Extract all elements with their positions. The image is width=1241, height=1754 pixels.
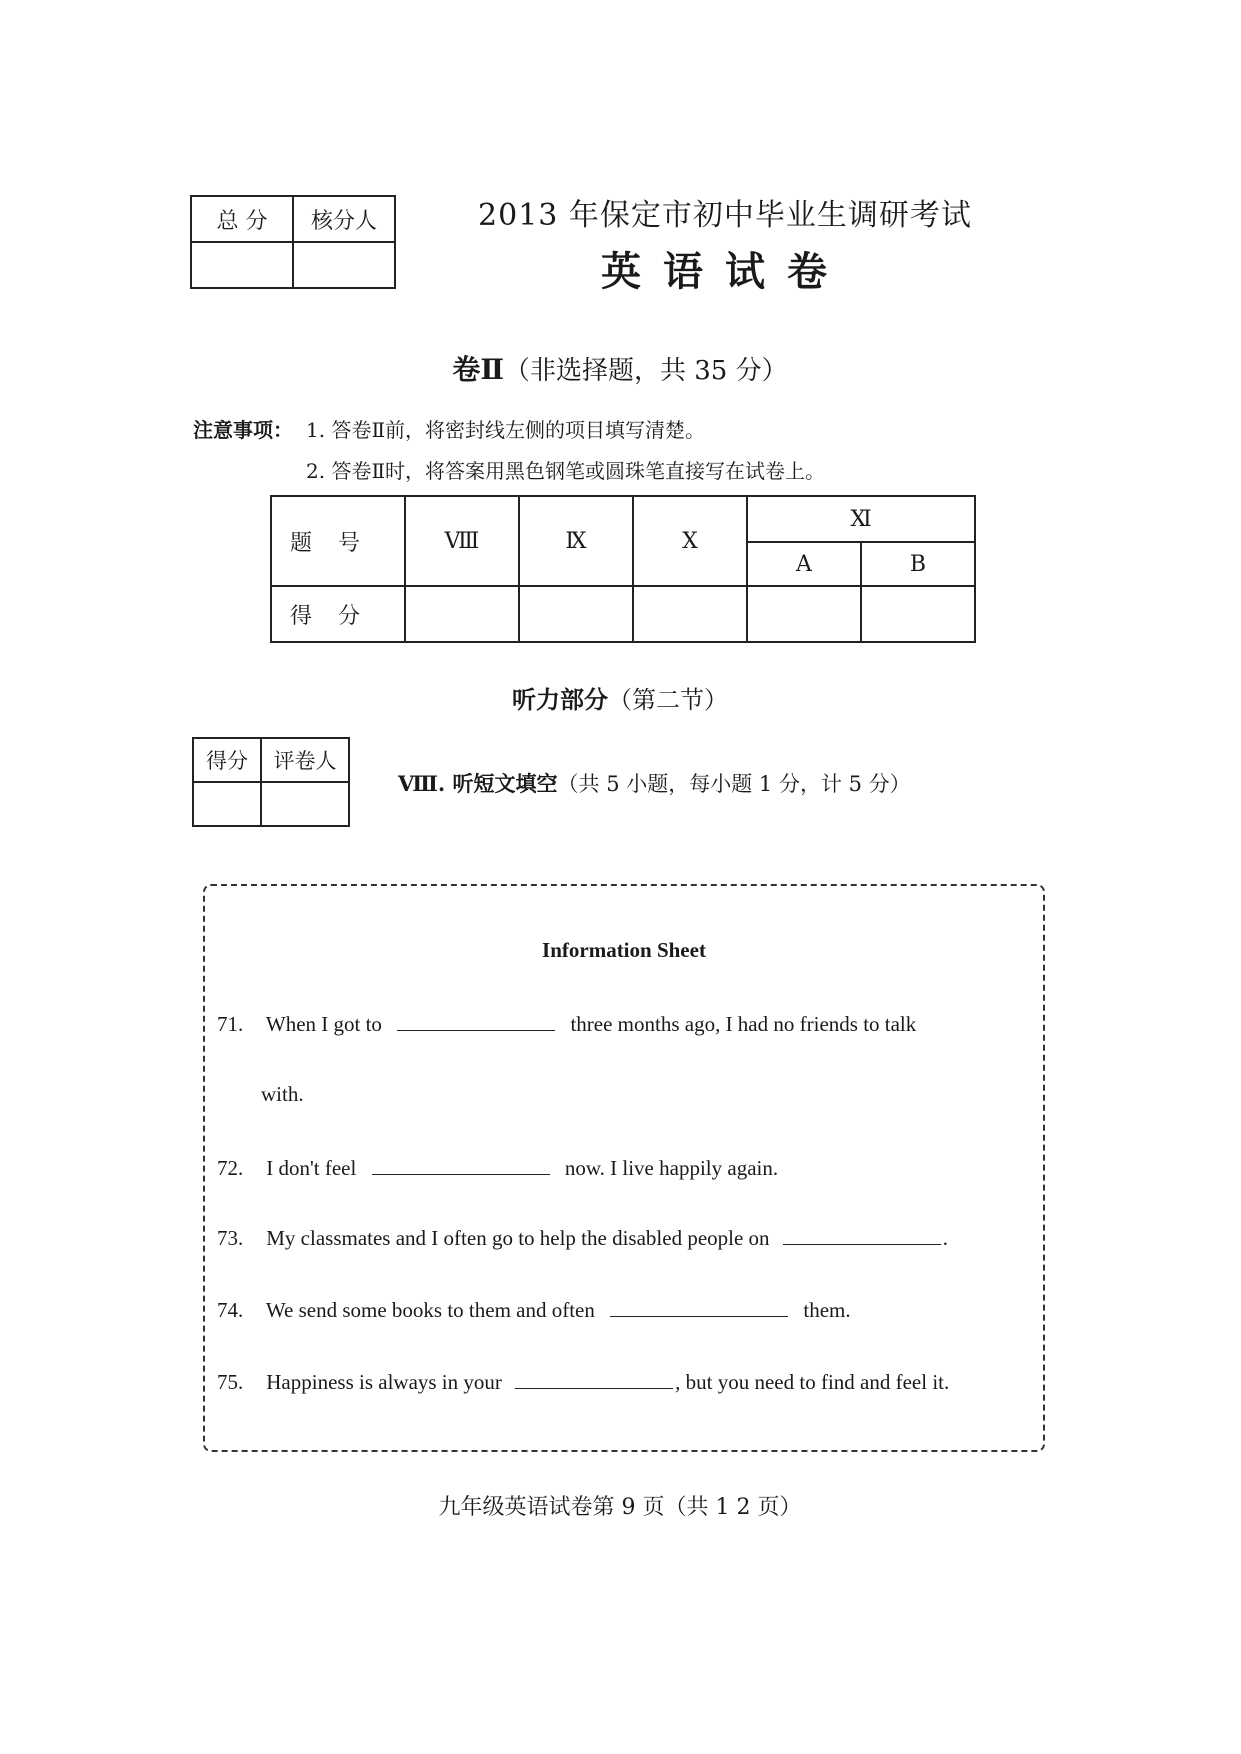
- exam-title: 2013 年保定市初中毕业生调研考试: [478, 198, 972, 233]
- answer-blank[interactable]: [515, 1370, 673, 1389]
- score-cell[interactable]: [861, 586, 975, 642]
- question-number: 73.: [217, 1226, 244, 1250]
- checker-cell[interactable]: [293, 242, 395, 288]
- question-71: [217, 1012, 916, 1037]
- column-header: Ⅷ: [405, 496, 519, 586]
- grader-box: [192, 737, 350, 827]
- sub-column-header: B: [861, 542, 975, 586]
- grader-name-cell[interactable]: [261, 782, 349, 826]
- score-cell[interactable]: [747, 586, 861, 642]
- part-desc: （非选择题，共 35 分）: [503, 356, 788, 386]
- question-text: We send some books to them and often: [265, 1298, 595, 1322]
- answer-blank[interactable]: [783, 1226, 941, 1245]
- information-sheet-title: Information Sheet: [542, 938, 706, 962]
- question-71-continued: with.: [261, 1082, 304, 1106]
- information-sheet: [203, 884, 1045, 1452]
- column-header: Ⅸ: [519, 496, 633, 586]
- score-row-label: 得分: [271, 586, 405, 642]
- note-item: 2. 答卷Ⅱ时，将答案用黑色钢笔或圆珠笔直接写在试卷上。: [306, 459, 826, 483]
- question-number: 75.: [217, 1370, 244, 1394]
- section-title-main: Ⅷ. 听短文填空: [398, 771, 558, 796]
- grader-label: 评卷人: [261, 738, 349, 782]
- listening-title-sub: （第二节）: [608, 686, 728, 714]
- section-title: [398, 768, 911, 798]
- question-text: Happiness is always in your: [266, 1370, 502, 1394]
- grader-score-cell[interactable]: [193, 782, 261, 826]
- answer-blank[interactable]: [397, 1012, 555, 1031]
- question-text: now. I live happily again.: [564, 1156, 779, 1180]
- total-score-label: 总 分: [191, 196, 293, 242]
- question-number-label: 题号: [271, 496, 405, 586]
- listening-title: [400, 680, 840, 715]
- total-score-cell[interactable]: [191, 242, 293, 288]
- part-name: 卷Ⅱ: [452, 353, 504, 386]
- question-72: [217, 1156, 778, 1181]
- question-73: [217, 1226, 948, 1251]
- sub-column-header: A: [747, 542, 861, 586]
- question-number: 72.: [217, 1156, 244, 1180]
- grader-score-label: 得分: [193, 738, 261, 782]
- question-text: .: [942, 1226, 949, 1250]
- checker-label: 核分人: [293, 196, 395, 242]
- listening-title-main: 听力部分: [512, 685, 608, 714]
- score-cell[interactable]: [519, 586, 633, 642]
- answer-blank[interactable]: [372, 1156, 550, 1175]
- question-text: , but you need to find and feel it.: [675, 1370, 950, 1394]
- page-footer: 九年级英语试卷第 9 页（共 1 2 页）: [438, 1495, 802, 1520]
- column-header: Ⅺ: [747, 496, 975, 542]
- score-cell[interactable]: [633, 586, 747, 642]
- question-text: My classmates and I often go to help the disabled people on: [266, 1226, 770, 1250]
- question-text: I don't feel: [266, 1156, 357, 1180]
- part-title: [300, 348, 940, 388]
- question-text: three months ago, I had no friends to talk: [570, 1012, 917, 1036]
- section-title-desc: （共 5 小题，每小题 1 分，计 5 分）: [557, 772, 911, 796]
- total-score-box: [190, 195, 396, 289]
- question-number: 74.: [217, 1298, 244, 1322]
- notes-label: 注意事项：: [193, 418, 293, 442]
- column-header: Ⅹ: [633, 496, 747, 586]
- question-75: [217, 1370, 949, 1395]
- score-table: [270, 495, 976, 643]
- score-cell[interactable]: [405, 586, 519, 642]
- question-number: 71.: [217, 1012, 244, 1036]
- question-text: them.: [803, 1298, 851, 1322]
- answer-blank[interactable]: [610, 1298, 788, 1317]
- question-74: [217, 1298, 851, 1323]
- question-text: When I got to: [265, 1012, 382, 1036]
- subject-title: 英语试卷: [601, 248, 849, 295]
- note-item: 1. 答卷Ⅱ前，将密封线左侧的项目填写清楚。: [306, 418, 706, 442]
